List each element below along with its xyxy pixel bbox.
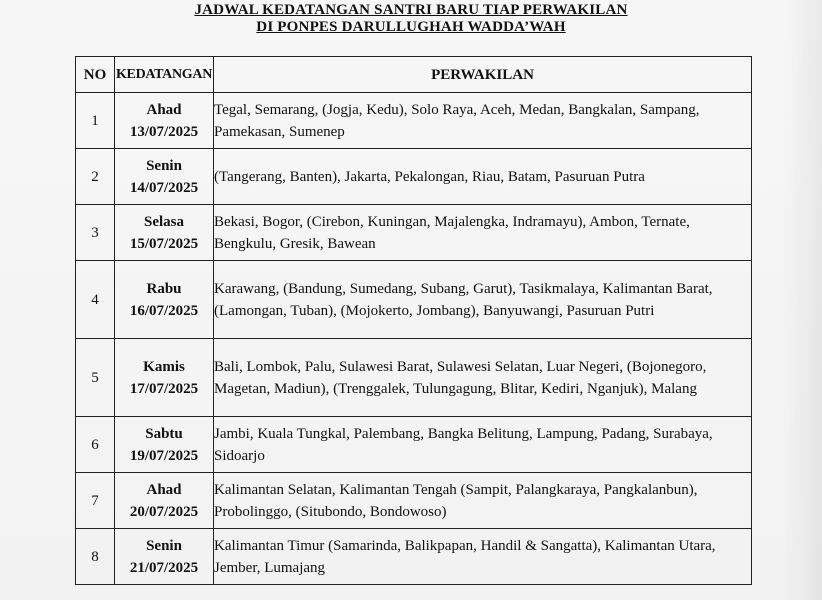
arrival-cell — [115, 473, 214, 529]
representation-cell: Karawang, (Bandung, Sumedang, Subang, Garut), Tasikmalaya, Kalimantan Barat, (Lamongan, Tuban), (Mojokerto, Jombang), Banyuwangi, Pasuruan Putri — [214, 261, 752, 339]
table-row — [76, 261, 752, 339]
arrival-day: Kamis — [143, 358, 185, 375]
table-header-row — [76, 57, 752, 93]
arrival-day: Senin — [146, 537, 182, 554]
representation-cell: (Tangerang, Banten), Jakarta, Pekalongan, Riau, Batam, Pasuruan Putra — [214, 149, 752, 205]
table-row — [76, 473, 752, 529]
table-row — [76, 529, 752, 585]
arrival-day: Ahad — [146, 101, 182, 118]
arrival-cell — [115, 261, 214, 339]
arrival-day: Selasa — [143, 213, 184, 230]
arrival-day: Rabu — [146, 280, 182, 297]
schedule-table — [75, 56, 752, 585]
table-row — [76, 93, 752, 149]
representation-cell: Kalimantan Selatan, Kalimantan Tengah (Sampit, Palangkaraya, Pangkalanbun), Probolinggo, (Situbondo, Bondowoso) — [214, 473, 752, 529]
representation-cell: Tegal, Semarang, (Jogja, Kedu), Solo Raya, Aceh, Medan, Bangkalan, Sampang, Pamekasan, Sumenep — [214, 93, 752, 149]
arrival-cell — [115, 417, 214, 473]
arrival-date: 19/07/2025 — [129, 447, 199, 464]
arrival-date: 14/07/2025 — [129, 179, 199, 196]
arrival-date: 20/07/2025 — [129, 503, 199, 520]
table-row — [76, 149, 752, 205]
row-number: 1 — [76, 93, 115, 149]
representation-cell: Bekasi, Bogor, (Cirebon, Kuningan, Majalengka, Indramayu), Ambon, Ternate, Bengkulu, Gresik, Bawean — [214, 205, 752, 261]
arrival-date: 13/07/2025 — [129, 123, 199, 140]
representation-cell: Kalimantan Timur (Samarinda, Balikpapan, Handil & Sangatta), Kalimantan Utara, Jember, Lumajang — [214, 529, 752, 585]
arrival-date: 17/07/2025 — [129, 380, 199, 397]
table-row — [76, 339, 752, 417]
arrival-date: 21/07/2025 — [129, 559, 199, 576]
row-number: 4 — [76, 261, 115, 339]
header-arrival: KEDATANGAN — [115, 57, 214, 93]
page-edge-shadow — [782, 0, 822, 600]
arrival-day: Ahad — [146, 481, 182, 498]
arrival-cell — [115, 93, 214, 149]
row-number: 2 — [76, 149, 115, 205]
arrival-day: Senin — [146, 157, 182, 174]
representation-cell: Bali, Lombok, Palu, Sulawesi Barat, Sulawesi Selatan, Luar Negeri, (Bojonegoro, Magetan, Madiun), (Trenggalek, Tulungagung, Blitar, Kediri, Nganjuk), Malang — [214, 339, 752, 417]
table-row — [76, 417, 752, 473]
arrival-cell — [115, 529, 214, 585]
arrival-cell — [115, 205, 214, 261]
representation-cell: Jambi, Kuala Tungkal, Palembang, Bangka Belitung, Lampung, Padang, Surabaya, Sidoarjo — [214, 417, 752, 473]
header-no: NO — [76, 57, 115, 93]
arrival-date: 16/07/2025 — [129, 302, 199, 319]
header-representation: PERWAKILAN — [214, 57, 752, 93]
arrival-cell — [115, 339, 214, 417]
title-line-1: JADWAL KEDATANGAN SANTRI BARU TIAP PERWAKILAN — [194, 2, 628, 18]
row-number: 7 — [76, 473, 115, 529]
table-row — [76, 205, 752, 261]
row-number: 8 — [76, 529, 115, 585]
row-number: 6 — [76, 417, 115, 473]
arrival-day: Sabtu — [145, 425, 183, 442]
arrival-date: 15/07/2025 — [129, 235, 199, 252]
title-line-2: DI PONPES DARULLUGHAH WADDA’WAH — [256, 19, 566, 35]
arrival-cell — [115, 149, 214, 205]
row-number: 3 — [76, 205, 115, 261]
document-title — [0, 2, 822, 36]
row-number: 5 — [76, 339, 115, 417]
